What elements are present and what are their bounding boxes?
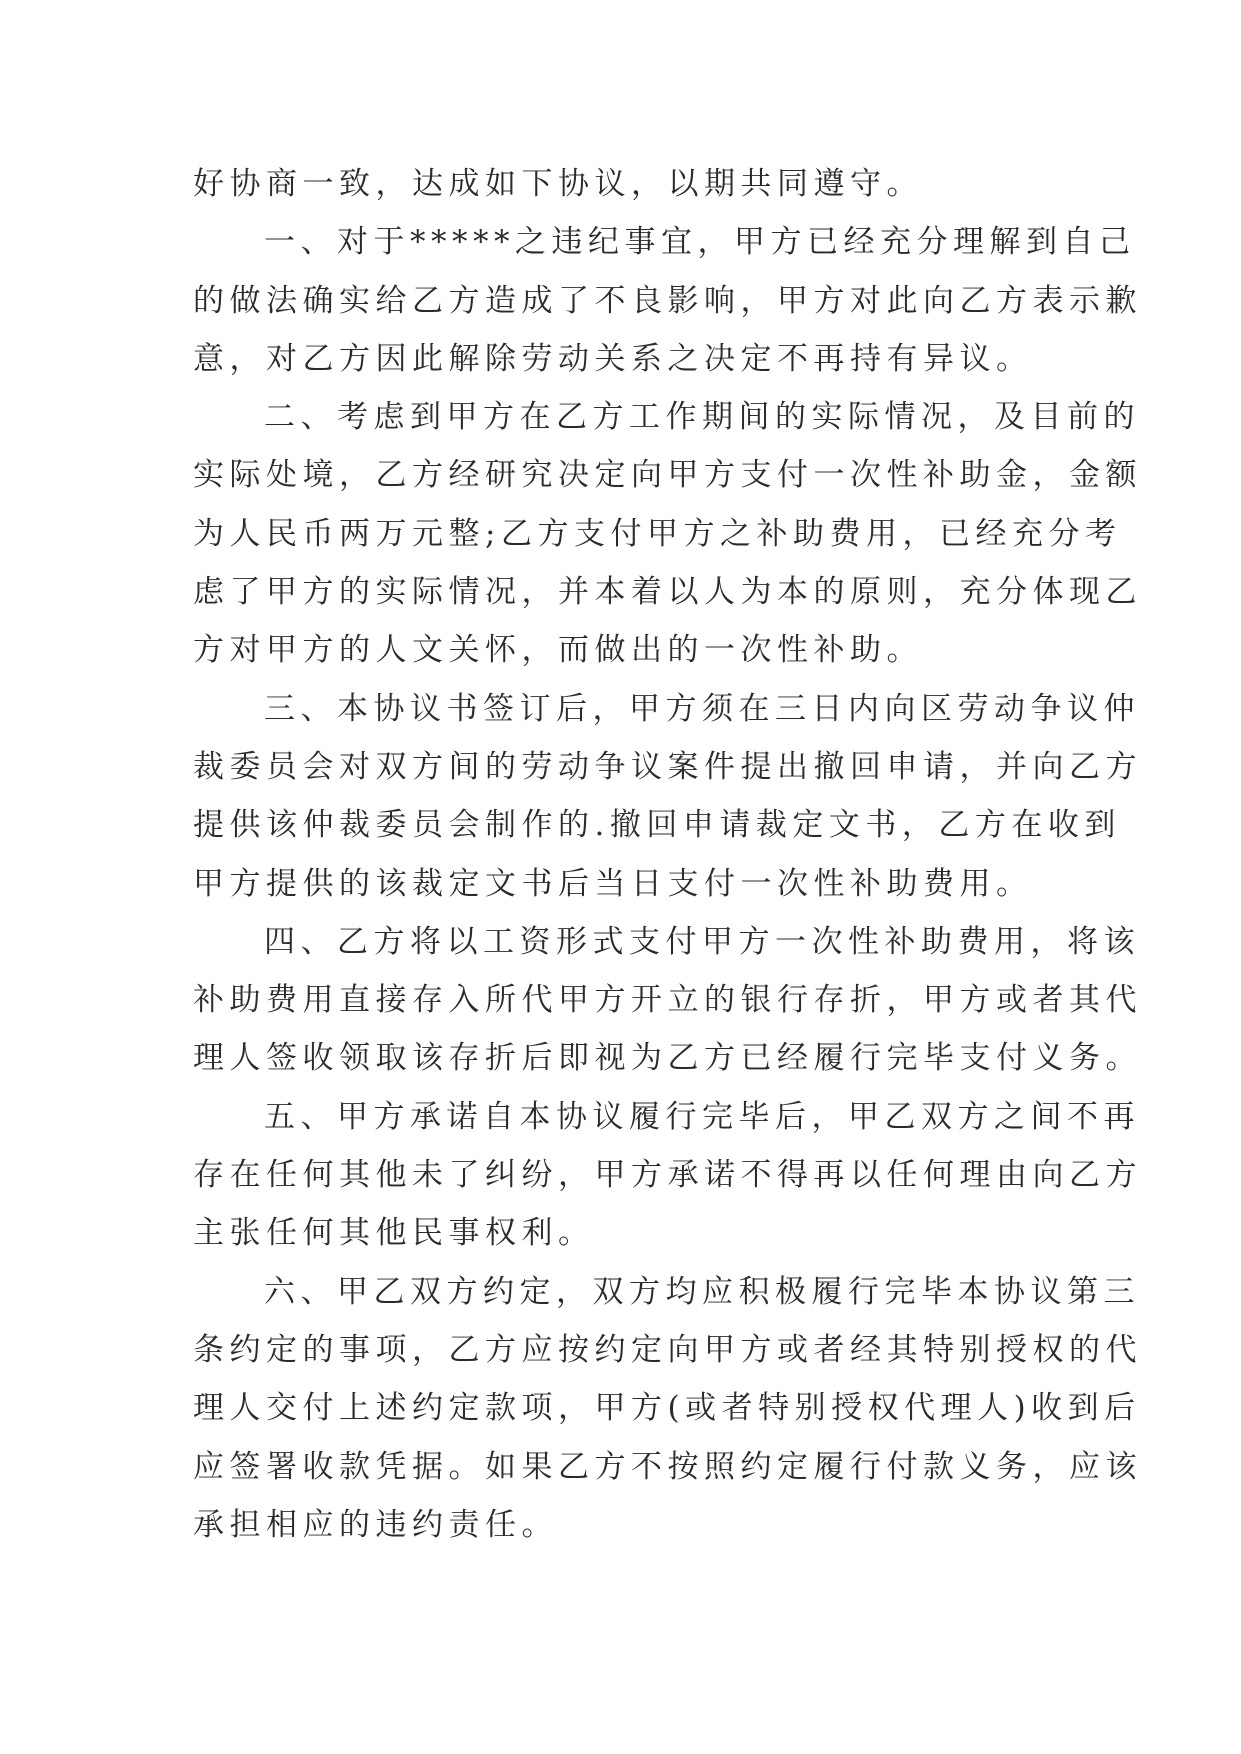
text-line: 提供该仲裁委员会制作的.撤回申请裁定文书，乙方在收到 (193, 807, 1121, 844)
agreement-body-text (193, 155, 1142, 1554)
text-line: 裁委员会对双方间的劳动争议案件提出撤回申请，并向乙方 (193, 748, 1142, 785)
text-line: 方对甲方的人文关怀，而做出的一次性补助。 (193, 632, 923, 669)
text-line: 条约定的事项，乙方应按约定向甲方或者经其特别授权的代 (193, 1331, 1142, 1368)
text-line: 的做法确实给乙方造成了不良影响，甲方对此向乙方表示歉 (193, 282, 1142, 319)
text-line: 为人民币两万元整;乙方支付甲方之补助费用，已经充分考 (193, 515, 1122, 552)
clause-3-start-line: 三、本协议书签订后，甲方须在三日内向区劳动争议仲 (264, 690, 1140, 727)
text-line: 补助费用直接存入所代甲方开立的银行存折，甲方或者其代 (193, 982, 1142, 1019)
text-line: 甲方提供的该裁定文书后当日支付一次性补助费用。 (193, 865, 1033, 902)
text-line: 虑了甲方的实际情况，并本着以人为本的原则，充分体现乙 (193, 574, 1142, 611)
text-line: 好协商一致，达成如下协议，以期共同遵守。 (193, 166, 923, 202)
clause-6-start-line: 六、甲乙双方约定，双方均应积极履行完毕本协议第三 (264, 1273, 1140, 1310)
clause-5-start-line: 五、甲方承诺自本协议履行完毕后，甲乙双方之间不再 (264, 1098, 1140, 1135)
clause-1-start-line: 一、对于*****之违纪事宜，甲方已经充分理解到自己 (264, 224, 1136, 261)
text-line: 主张任何其他民事权利。 (193, 1215, 595, 1252)
clause-2-start-line: 二、考虑到甲方在乙方工作期间的实际情况，及目前的 (264, 399, 1140, 436)
text-line: 理人签收领取该存折后即视为乙方已经履行完毕支付义务。 (193, 1040, 1142, 1077)
text-line: 理人交付上述约定款项，甲方(或者特别授权代理人)收到后 (193, 1390, 1141, 1427)
text-line: 应签署收款凭据。如果乙方不按照约定履行付款义务，应该 (193, 1448, 1142, 1485)
text-line: 存在任何其他未了纠纷，甲方承诺不得再以任何理由向乙方 (193, 1157, 1142, 1194)
text-line: 意，对乙方因此解除劳动关系之决定不再持有异议。 (193, 340, 1033, 377)
text-line: 承担相应的违约责任。 (193, 1506, 558, 1543)
text-line: 实际处境，乙方经研究决定向甲方支付一次性补助金，金额 (193, 457, 1142, 494)
clause-4-start-line: 四、乙方将以工资形式支付甲方一次性补助费用，将该 (264, 923, 1140, 960)
